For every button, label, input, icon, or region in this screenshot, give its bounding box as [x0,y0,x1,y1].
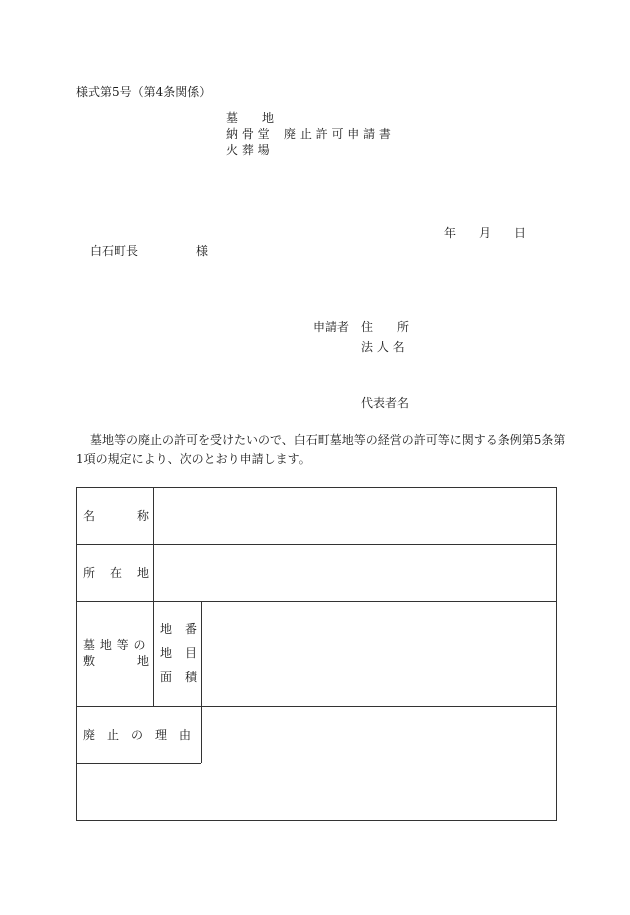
label-location-c: 地 [137,566,150,580]
applicant-rep-label: 代表者名 [361,396,410,410]
label-land-category-a: 地 [160,646,173,660]
label-location-b: 在 [110,566,123,580]
value-name[interactable] [155,489,554,543]
body-line-2: 1項の規定により、次のとおり申請します。 [76,452,311,466]
row-divider [77,763,201,764]
col-divider [153,488,154,706]
form-number: 様式第5号（第4条関係） [76,85,212,99]
title-line-1: 墓 地 [226,111,275,125]
label-reason: 廃 止 の 理 由 [83,728,192,742]
value-site[interactable] [203,603,554,705]
body-line-1: 墓地等の廃止の許可を受けたいので、白石町墓地等の経営の許可等に関する条例第5条第 [90,433,566,447]
label-site-line-2b: 地 [137,654,150,668]
label-lot-number-b: 番 [185,622,198,636]
applicant-address-label: 住 所 [361,320,410,334]
value-reason[interactable] [78,765,554,819]
label-location-a: 所 [83,566,96,580]
label-name-b: 称 [137,509,150,523]
applicant-label: 申請者 [313,320,350,334]
date-day: 日 [514,226,527,240]
title-line-3: 火 葬 場 [226,143,270,157]
date-year: 年 [444,226,457,240]
addressee-name: 白石町長 [90,244,139,258]
row-divider [77,601,556,602]
applicant-corp-label: 法 人 名 [361,340,405,354]
label-area-a: 面 [160,670,173,684]
col-divider [201,601,202,763]
value-location[interactable] [155,546,554,600]
application-table [76,487,557,821]
row-divider [77,544,556,545]
label-site-line-1: 墓 地 等 の [83,638,146,652]
label-site-line-2a: 敷 [83,654,96,668]
date-month: 月 [479,226,492,240]
title-line-2: 納 骨 堂 [226,127,270,141]
label-name-a: 名 [83,509,96,523]
label-area-b: 積 [185,670,198,684]
label-lot-number-a: 地 [160,622,173,636]
label-land-category-b: 目 [185,646,198,660]
row-divider [77,706,556,707]
title-suffix: 廃 止 許 可 申 請 書 [284,127,391,141]
addressee-honorific: 様 [196,244,209,258]
